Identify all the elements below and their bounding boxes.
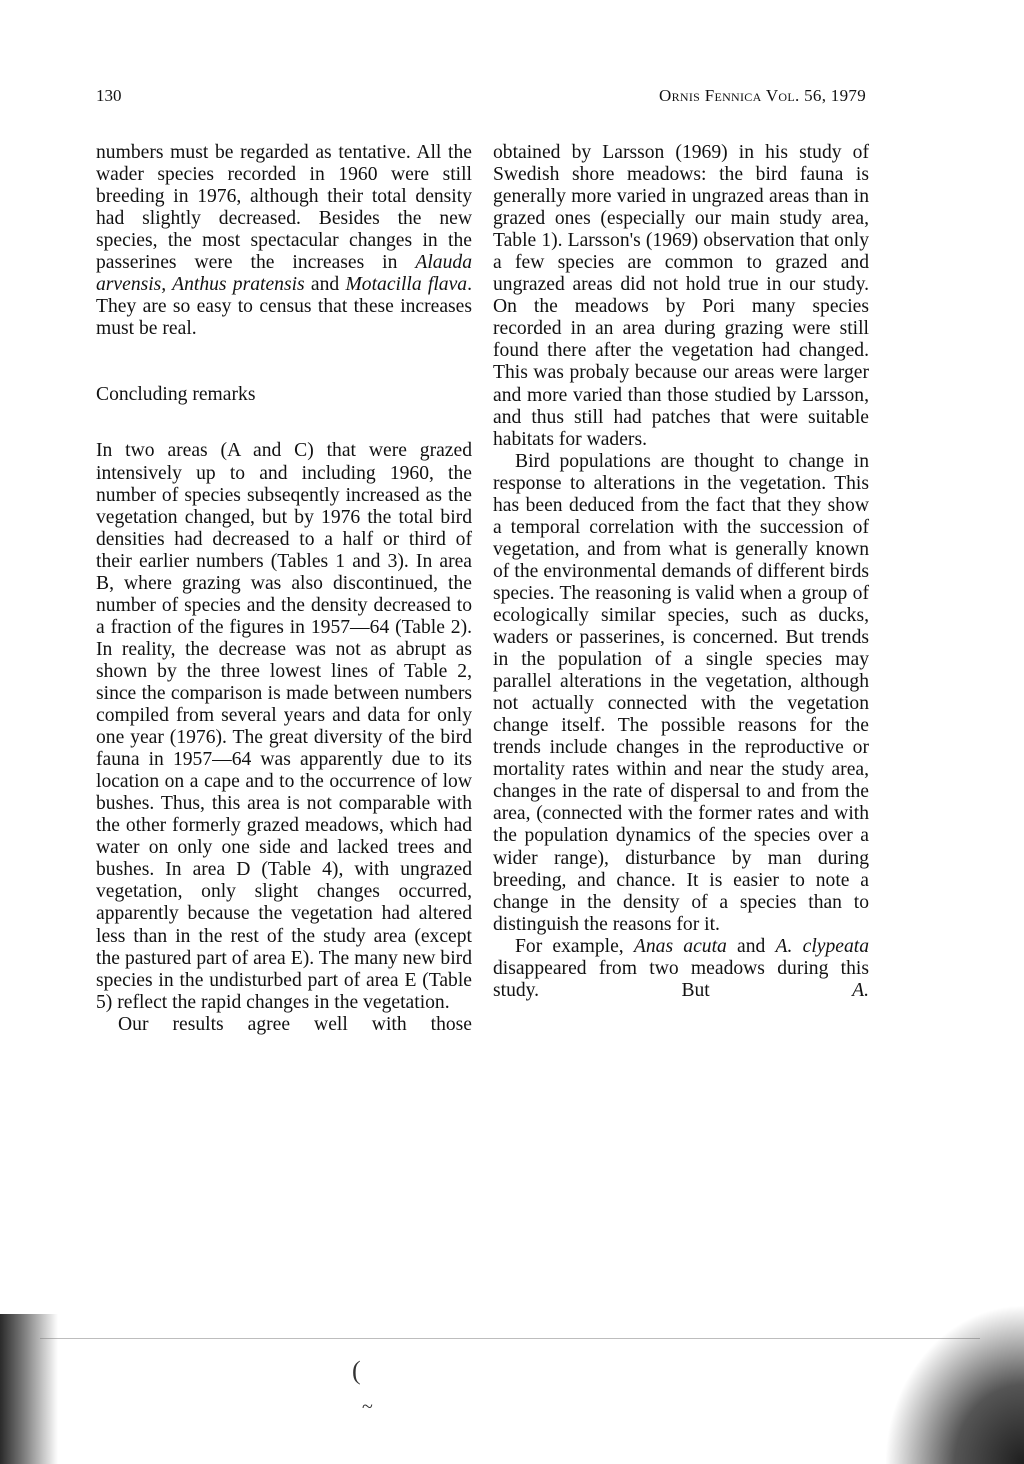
pencil-mark: (	[352, 1356, 361, 1385]
paragraph-concluding: In two areas (A and C) that were grazed intensively up to and including 1960, the number of species subseqently increased as the vegetation changed, but by 1976 the total bird densities had decreased to a half or third of their earlier numbers (Tables 1 and 3). In area B, where grazing was also discontinued, the number of species and the density decreased to a fraction of the figures in 1957—64 (Table 2). In reality, the decrease was not as abrupt as shown by the three lowest lines of Table 2, since the comparison is made between numbers compiled from several years and data for only one year (1976). The great diversity of the bird fauna in 1957—64 was apparently due to its location on a cape and to the occurrence of low bushes. Thus, this area is not comparable with the other formerly grazed meadows, which had water on only one side and lacked trees and bushes. In area D (Table 4), with ungrazed vegetation, only slight changes occurred, apparently because the vegetation had altered less than in the rest of the study area (except the pastured part of area E). The many new bird species in the undisturbed part of area E (Table 5) reflect the rapid changes in the vegetation.	[96, 440, 472, 1013]
species-name: Alauda arvensis, Anthus pratensis	[96, 252, 472, 296]
paragraph-example: For example, Anas acuta and A. clypeata disappeared from two meadows during this study. But A.	[493, 935, 869, 1001]
species-name: A. clypeata	[775, 935, 869, 957]
scan-shadow-right	[884, 1304, 1024, 1464]
paragraph-larsson: obtained by Larsson (1969) in his study of Swedish shore meadows: the bird fauna is generally more varied in ungrazed areas than in grazed ones (especially our main study area, Table 1). Larsson's (1969) observation that only a few species are common to grazed and ungrazed areas did not hold true in our study. On the meadows by Pori many species recorded in an area during grazing were still found there after the vegetation had changed. This was probaly because our areas were larger and more varied than those studied by Larsson, and thus still had patches that were suitable habitats for waders.	[493, 142, 869, 450]
scan-edge-line	[40, 1338, 980, 1339]
section-heading: Concluding remarks	[96, 384, 256, 406]
journal-citation: Ornis Fennica Vol. 56, 1979	[659, 86, 866, 105]
pencil-mark: ~	[362, 1396, 373, 1418]
right-column	[493, 142, 869, 1002]
species-name: Anas acuta	[633, 935, 727, 957]
paragraph-populations: Bird populations are thought to change in response to alterations in the vegetation. This has been deduced from the fact that they show a temporal correlation with the succession of vegetation, and from what is generally known of the environmental demands of different birds species. The reasoning is valid when a group of ecologically similar species, such as ducks, waders or passerines, is concerned. But trends in the population of a single species may parallel alterations in the vegetation, although not actually connected with the vegetation change itself. The possible reasons for the trends include changes in the reproductive or mortality rates within and near the study area, changes in the rate of dispersal to and from the area, (connected with the former rates and with the population dynamics of the species over a wider range), disturbance by man during breeding, and chance. It is easier to note a change in the density of a species than to distinguish the reasons for it.	[493, 450, 869, 935]
paragraph-results: Our results agree well with those	[118, 1013, 472, 1035]
running-header	[96, 86, 866, 116]
paragraph-passerines: numbers must be regarded as tentative. All the wader species recorded in 1960 were still breeding in 1976, although their total density had slightly decreased. Besides the new species, the most spectacular changes in the passerines were the increases in Alauda arvensis, Anthus pratensis and Motacilla flava. They are so easy to census that these increases must be real.	[96, 142, 472, 340]
species-name: Motacilla flava	[345, 274, 468, 296]
species-name: A.	[852, 979, 869, 1001]
page-number: 130	[96, 86, 122, 105]
scan-shadow-left	[0, 1314, 58, 1464]
left-column	[96, 142, 472, 1036]
